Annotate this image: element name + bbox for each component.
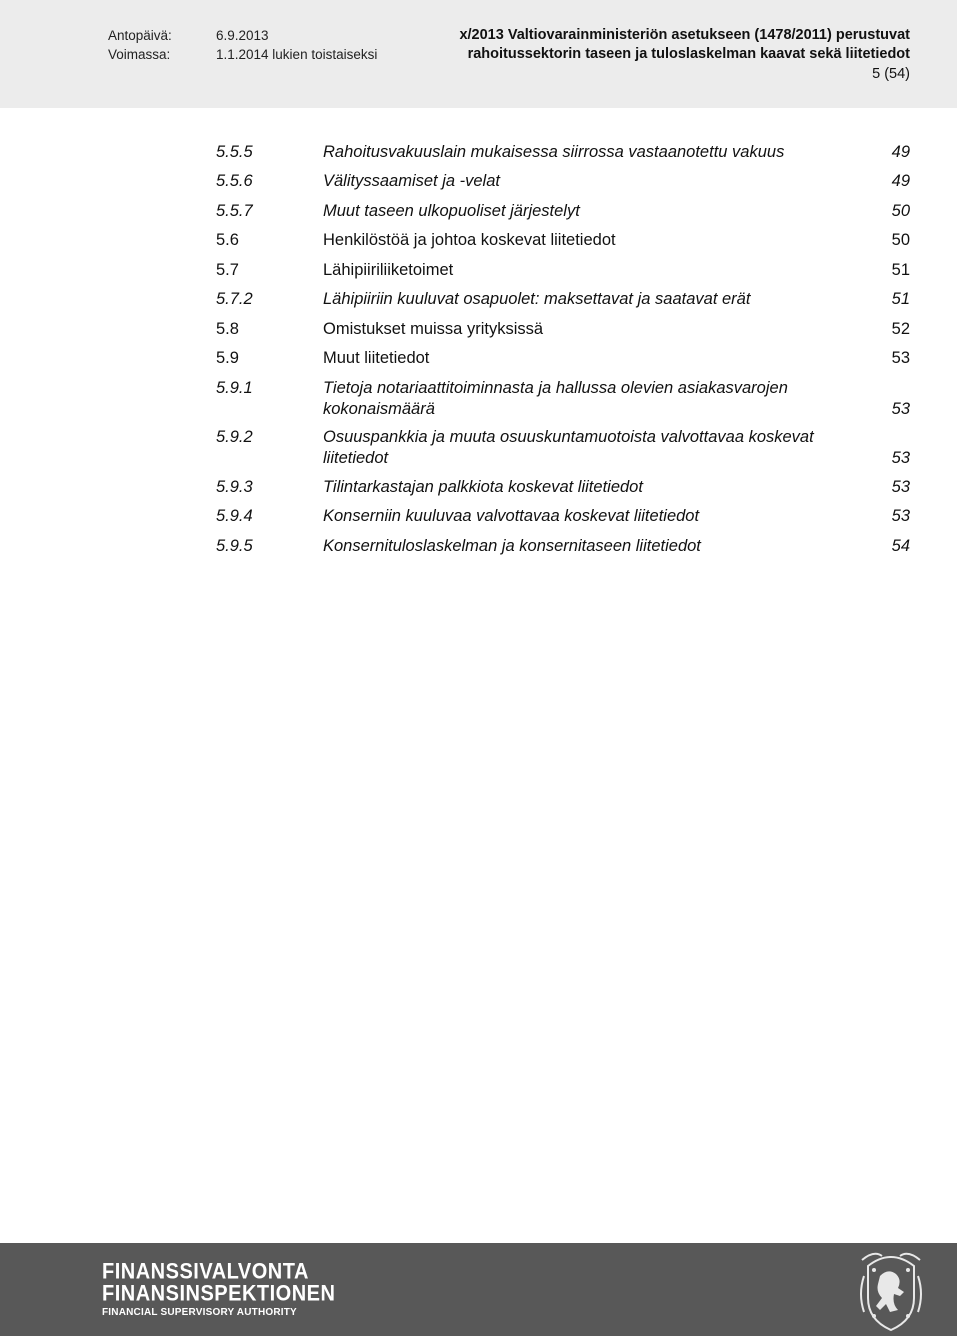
- finnish-lion-seal-icon: [858, 1246, 924, 1332]
- toc-title-line1: Osuuspankkia ja muuta osuuskuntamuotoista valvottavaa koskevat: [323, 428, 814, 446]
- antopaiva-value: 6.9.2013: [216, 28, 269, 43]
- toc-number: 5.7: [216, 261, 239, 279]
- toc-title: Muut liitetiedot: [323, 349, 430, 367]
- toc-title: Lähipiiriliiketoimet: [323, 261, 454, 279]
- toc-title-line2: liitetiedot: [323, 449, 389, 467]
- toc-page: 50: [891, 231, 910, 249]
- document-title-line2: rahoitussektorin taseen ja tuloslaskelman kaavat sekä liitetiedot: [467, 46, 910, 62]
- toc-page: 53: [891, 507, 910, 525]
- toc-page: 50: [891, 202, 910, 220]
- document-title-line1: x/2013 Valtiovarainministeriön asetukseen (1478/2011) perustuvat: [459, 27, 910, 43]
- toc-page: 53: [891, 449, 910, 467]
- toc-page: 49: [891, 143, 910, 161]
- toc-number: 5.5.5: [216, 143, 253, 161]
- logo-line2: FINANSINSPEKTIONEN: [102, 1281, 336, 1307]
- toc-title: Konsernituloslaskelman ja konsernitaseen liitetiedot: [323, 537, 701, 555]
- toc-number: 5.9.5: [216, 537, 253, 555]
- toc-title-line2: kokonaismäärä: [323, 400, 435, 418]
- toc-title: Rahoitusvakuuslain mukaisessa siirrossa vastaanotettu vakuus: [323, 143, 785, 161]
- voimassa-value: 1.1.2014 lukien toistaiseksi: [216, 47, 378, 62]
- toc-row[interactable]: [0, 378, 957, 420]
- page-indicator: 5 (54): [872, 66, 910, 82]
- toc-page: 54: [891, 537, 910, 555]
- toc-row[interactable]: [0, 427, 957, 469]
- toc-number: 5.9.4: [216, 507, 253, 525]
- toc-number: 5.9.1: [216, 379, 253, 397]
- toc-title: Omistukset muissa yrityksissä: [323, 320, 544, 338]
- toc-title: Henkilöstöä ja johtoa koskevat liitetiedot: [323, 231, 616, 249]
- toc-number: 5.9.2: [216, 428, 253, 446]
- toc-page: 53: [891, 400, 910, 418]
- logo-line1: FINANSSIVALVONTA: [102, 1259, 309, 1285]
- logo-line3: FINANCIAL SUPERVISORY AUTHORITY: [102, 1307, 297, 1318]
- toc-page: 51: [891, 261, 910, 279]
- toc-title: Tilintarkastajan palkkiota koskevat liitetiedot: [323, 478, 643, 496]
- toc-title-line1: Tietoja notariaattitoiminnasta ja hallussa olevien asiakasvarojen: [323, 379, 788, 397]
- toc-number: 5.5.6: [216, 172, 253, 190]
- toc-page: 53: [891, 478, 910, 496]
- table-of-contents: [0, 108, 957, 982]
- toc-page: 49: [891, 172, 910, 190]
- toc-title: Lähipiiriin kuuluvat osapuolet: maksettavat ja saatavat erät: [323, 290, 751, 308]
- toc-number: 5.5.7: [216, 202, 253, 220]
- footer-bar: [0, 1243, 957, 1336]
- voimassa-label: Voimassa:: [108, 47, 171, 62]
- toc-number: 5.9.3: [216, 478, 253, 496]
- toc-number: 5.7.2: [216, 290, 253, 308]
- document-header: [0, 0, 957, 108]
- toc-page: 51: [891, 290, 910, 308]
- toc-number: 5.9: [216, 349, 239, 367]
- toc-page: 52: [891, 320, 910, 338]
- toc-title: Konserniin kuuluvaa valvottavaa koskevat liitetiedot: [323, 507, 700, 525]
- toc-number: 5.8: [216, 320, 239, 338]
- toc-title: Muut taseen ulkopuoliset järjestelyt: [323, 202, 580, 220]
- toc-page: 53: [891, 349, 910, 367]
- antopaiva-label: Antopäivä:: [108, 28, 172, 43]
- toc-title: Välityssaamiset ja -velat: [323, 172, 500, 190]
- toc-number: 5.6: [216, 231, 239, 249]
